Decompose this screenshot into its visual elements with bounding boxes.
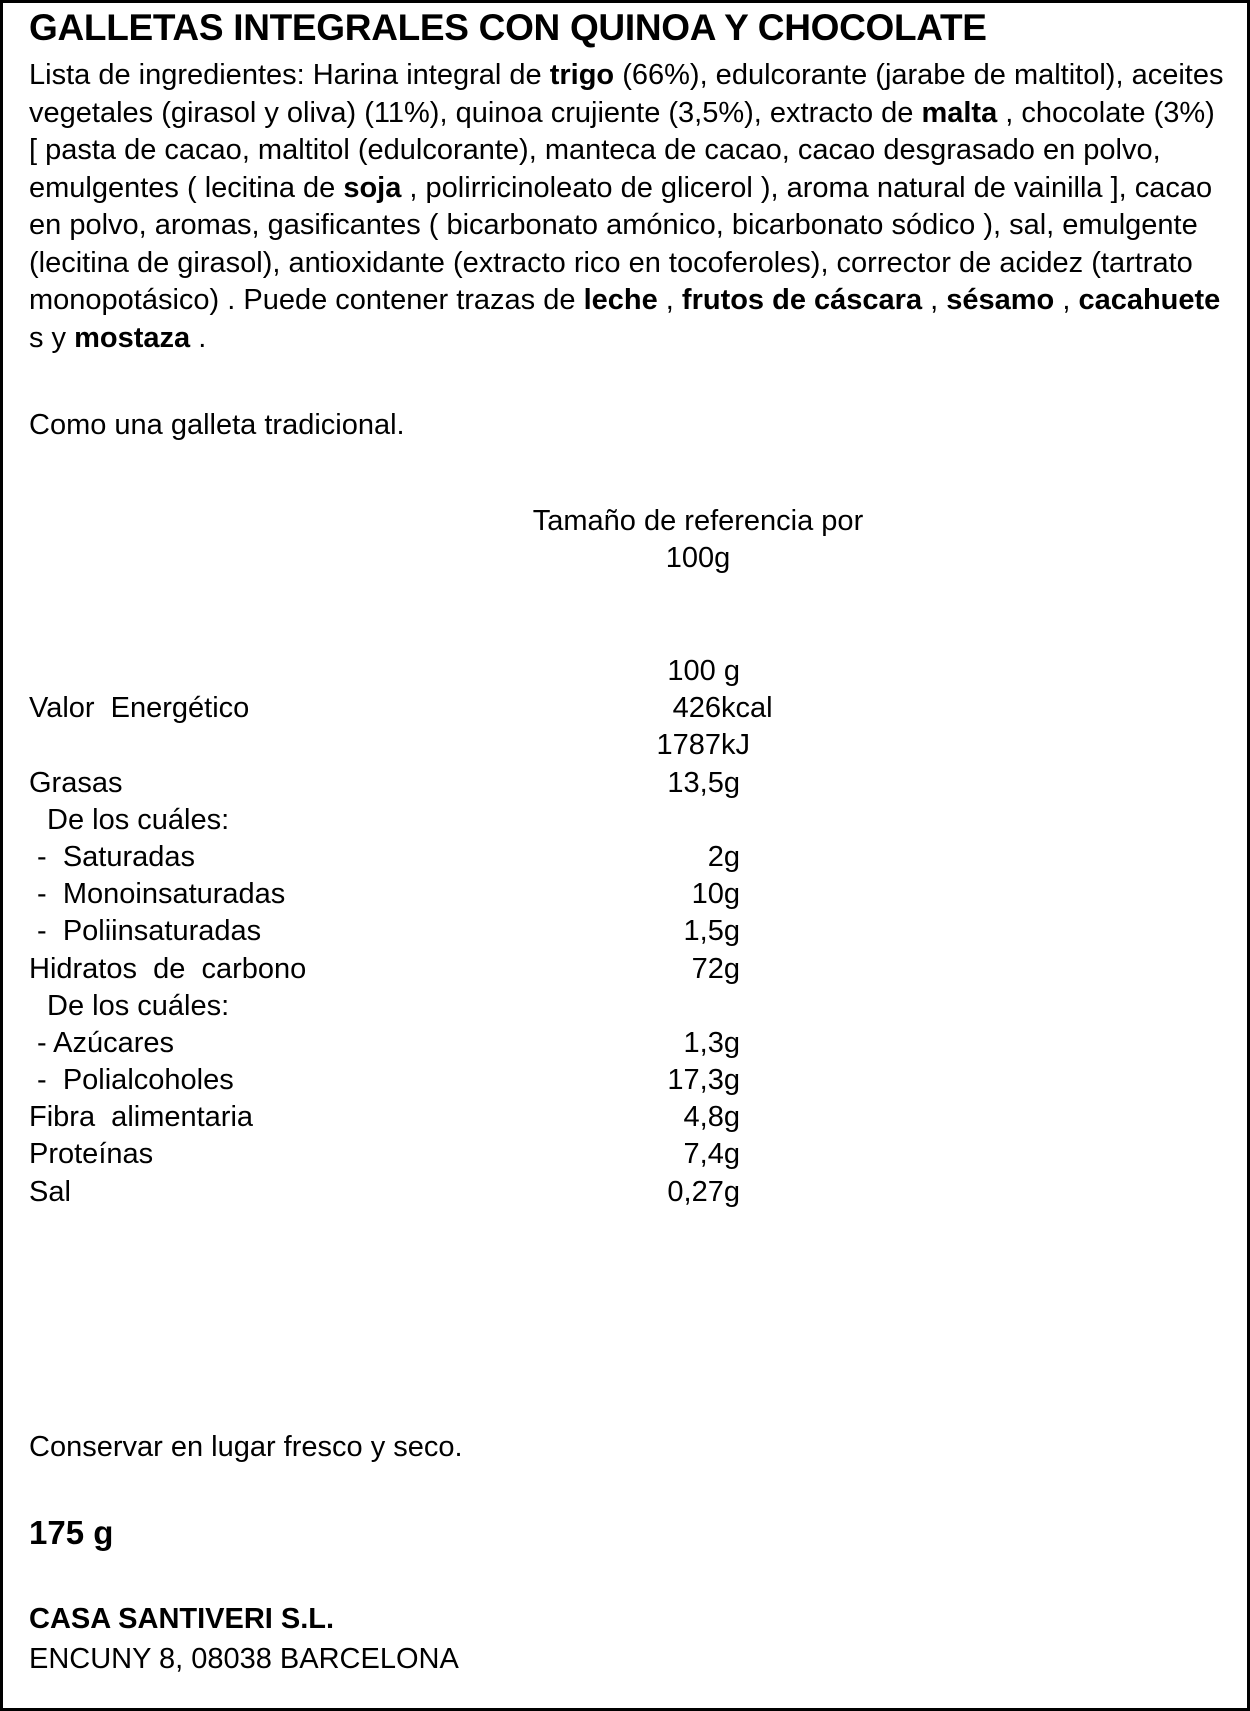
ingredient-text: , (1054, 284, 1079, 316)
allergen-text: soja (343, 171, 402, 204)
allergen-text: sésamo (946, 284, 1055, 316)
nutrition-row (3, 802, 1250, 839)
nutrition-row (3, 988, 1250, 1025)
ingredient-text: . (190, 321, 207, 354)
nutrition-row (3, 951, 1250, 988)
nutrition-row-energy-kcal (3, 690, 1250, 727)
nutrition-value: 2g (707, 840, 740, 873)
nutrition-label: Proteínas (29, 1138, 154, 1171)
nutrition-value: 17,3g (667, 1064, 740, 1097)
product-note: Como una galleta tradicional. (29, 409, 405, 441)
net-weight: 175 g (29, 1514, 114, 1551)
nutrition-row-energy-kj (3, 727, 1250, 764)
nutrition-energy-kj-unit: kJ (721, 729, 750, 762)
nutrition-value: 7,4g (683, 1138, 740, 1171)
nutrition-row (3, 876, 1250, 913)
ingredient-text: s y (29, 321, 75, 354)
reference-size-line2: 100g (665, 542, 731, 574)
nutrition-label: Sal (29, 1175, 71, 1208)
nutrition-value: 1,5g (683, 915, 740, 948)
nutrition-label: Hidratos de carbono (29, 952, 307, 985)
nutrition-label: - Polialcoholes (29, 1064, 234, 1097)
company-name: CASA SANTIVERI S.L. (29, 1603, 335, 1635)
nutrition-row (3, 839, 1250, 876)
ingredient-text: , (922, 284, 947, 316)
nutrition-label: - Saturadas (29, 840, 196, 873)
nutrition-label: Fibra alimentaria (29, 1101, 254, 1134)
nutrition-value: 4,8g (683, 1101, 740, 1134)
nutrition-value: 1,3g (683, 1026, 740, 1059)
nutrition-row (3, 1174, 1250, 1211)
nutrition-label: Grasas (29, 766, 123, 799)
nutrition-row (3, 1099, 1250, 1136)
nutrition-row (3, 1062, 1250, 1099)
company-address: ENCUNY 8, 08038 BARCELONA (29, 1643, 459, 1675)
allergen-text: mostaza (74, 321, 191, 354)
ingredient-text: , chocolate (3%) [ pasta de cacao, maltitol (edulcorante), manteca de cacao, cacao desgrasado en polvo, emulgentes ( lecitina de (29, 96, 1215, 204)
allergen-text: leche (583, 284, 658, 316)
nutrition-energy-kcal-unit: kcal (721, 692, 773, 725)
ingredient-text: , polirricinoleato de glicerol ), aroma natural de vainilla ], cacao en polvo, aromas, gasificantes ( bicarbonato amónico, bicarbonato sódico ), sal, emulgente (lecitina de girasol), antioxidante (extracto rico en tocoferoles), corrector de acidez (tartrato monopotásico) . Puede contener trazas de (29, 171, 1213, 316)
nutrition-label: De los cuáles: (47, 803, 230, 836)
ingredient-text: , (657, 284, 682, 316)
nutrition-energy-kj: 1787 (656, 729, 721, 762)
nutrition-label: Valor Energético (29, 692, 250, 725)
nutrition-row (3, 765, 1250, 802)
storage-instructions: Conservar en lugar fresco y seco. (29, 1431, 463, 1463)
nutrition-label: - Monoinsaturadas (29, 878, 286, 911)
nutrition-label: De los cuáles: (47, 989, 230, 1022)
nutrition-row (3, 913, 1250, 950)
nutrition-label: - Azúcares (29, 1026, 175, 1059)
nutrition-table (3, 653, 1250, 1211)
nutrition-row (3, 1025, 1250, 1062)
nutrition-column-header-row (3, 653, 1250, 690)
ingredient-text: Lista de ingredientes: Harina integral de (29, 59, 550, 91)
reference-size-header (443, 503, 953, 577)
nutrition-value: 72g (691, 952, 740, 985)
ingredients-list (29, 57, 1229, 357)
allergen-text: frutos de cáscara (681, 284, 923, 316)
nutrition-value: 10g (691, 878, 740, 911)
nutrition-row (3, 1136, 1250, 1173)
nutrition-label: - Poliinsaturadas (29, 915, 262, 948)
nutrition-column-header: 100 g (667, 655, 740, 687)
allergen-text: malta (921, 96, 998, 129)
ingredient-text: (66%), edulcorante (jarabe de maltitol), aceites vegetales (girasol y oliva) (11%), quinoa crujiente (3,5%), extracto de (29, 59, 1224, 129)
reference-size-line1: Tamaño de referencia por (532, 505, 864, 537)
product-title: GALLETAS INTEGRALES CON QUINOA Y CHOCOLATE (29, 7, 987, 48)
nutrition-energy-kcal: 426 (672, 692, 721, 725)
allergen-text: cacahuete (1078, 284, 1221, 316)
allergen-text: trigo (549, 59, 615, 91)
nutrition-value: 13,5g (667, 766, 740, 799)
nutrition-rows (3, 765, 1250, 1211)
nutrition-value: 0,27g (667, 1175, 740, 1208)
